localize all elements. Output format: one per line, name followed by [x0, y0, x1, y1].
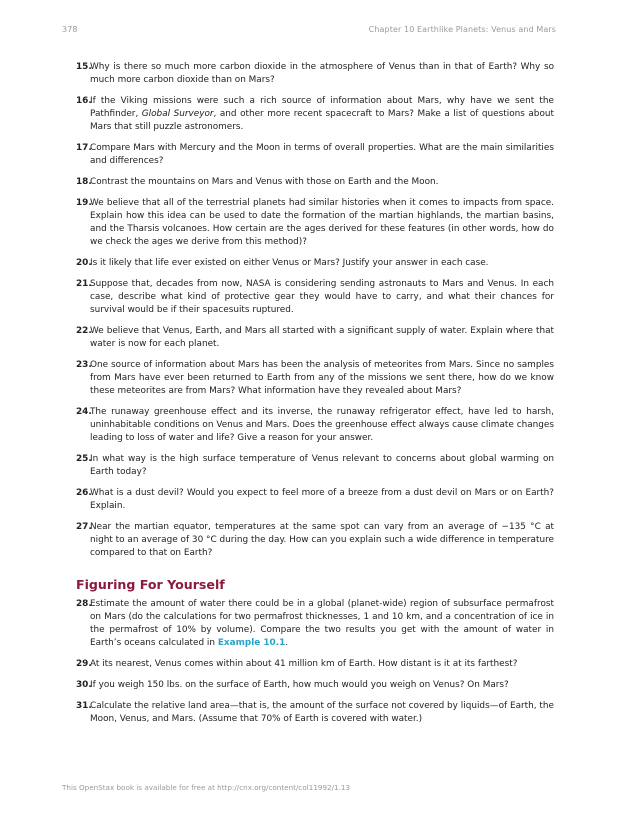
question-15: 15. Why is there so much more carbon dioxide in the atmosphere of Venus than in that of Earth? Why so much more carbon dioxide than on Mars? — [76, 62, 554, 85]
question-23: 23. One source of information about Mars has been the analysis of meteorites from Mars. Since no samples from Mars have ever been returned to Earth from any of the missions we sent there, how do we know these meteorites are from Mars? What information have they revealed about Mars? — [76, 360, 554, 396]
question-29: 29. At its nearest, Venus comes within about 41 million km of Earth. How distant is it at its farthest? — [76, 659, 518, 669]
page-footer: This OpenStax book is available for free at http://cnx.org/content/col11992/1.13 — [62, 783, 351, 792]
question-24: 24. The runaway greenhouse effect and its inverse, the runaway refrigerator effect, have led to harsh, uninhabitable conditions on Venus and Mars. Does the greenhouse effect always cause climate changes leading to loss of water and life? Give a reason for your answer. — [76, 407, 554, 443]
question-18: 18. Contrast the mountains on Mars and Venus with those on Earth and the Moon. — [76, 177, 439, 187]
question-31: 31. Calculate the relative land area—that is, the amount of the surface not covered by liquids—of Earth, the Moon, Venus, and Mars. (Assume that 70% of Earth is covered with water.) — [76, 701, 554, 724]
question-20: 20. Is it likely that life ever existed on either Venus or Mars? Justify your answer in each case. — [76, 258, 489, 268]
question-19: 19. We believe that all of the terrestrial planets had similar histories when it comes to impacts from space. Explain how this idea can be used to date the formation of the martian highlands, the martian basins, and the Tharsis volcanoes. How certain are the ages derived for these features (in other words, how do we check the ages we derive from this method)? — [76, 198, 554, 247]
question-list-review — [76, 61, 554, 560]
question-25: 25. In what way is the high surface temperature of Venus relevant to concerns about global warming on Earth today? — [76, 454, 554, 477]
question-22: 22. We believe that Venus, Earth, and Mars all started with a significant supply of water. Explain where that water is now for each planet. — [76, 326, 554, 349]
question-17: 17. Compare Mars with Mercury and the Moon in terms of overall properties. What are the main similarities and differences? — [76, 143, 554, 166]
question-27: 27. Near the martian equator, temperatures at the same spot can vary from an average of −135 °C at night to an average of 30 °C during the day. How can you explain such a wide difference in temperature compared to that on Earth? — [76, 522, 554, 558]
question-26: 26. What is a dust devil? Would you expect to feel more of a breeze from a dust devil on Mars or on Earth? Explain. — [76, 488, 554, 511]
question-21: 21. Suppose that, decades from now, NASA is considering sending astronauts to Mars and Venus. In each case, describe what kind of protective gear they would have to carry, and what their chances for survival would be if their spacesuits ruptured. — [76, 279, 554, 315]
question-16: 16. If the Viking missions were such a rich source of information about Mars, why have we sent the Pathfinder, Global Surveyor, and other more recent spacecraft to Mars? Make a list of questions about Mars that still puzzle astronomers. — [76, 96, 554, 132]
example-link[interactable]: Example 10.1 — [217, 638, 286, 648]
question-30: 30. If you weigh 150 lbs. on the surface of Earth, how much would you weigh on Venus? On Mars? — [76, 680, 509, 690]
question-list-figuring — [76, 598, 554, 726]
section-heading-figuring: Figuring For Yourself — [76, 577, 225, 592]
chapter-title: Chapter 10 Earthlike Planets: Venus and Mars — [368, 25, 556, 34]
page-content — [76, 61, 554, 734]
page-number: 378 — [62, 25, 78, 34]
question-28: 28. Estimate the amount of water there could be in a global (planet-wide) region of subsurface permafrost on Mars (do the calculations for two permafrost thicknesses, 1 and 10 km, and a concentration of ice in the permafrost of 10% by volume). Compare the two results you get with the amount of water in Earth’s oceans calculated in Example 10.1. — [76, 599, 554, 648]
